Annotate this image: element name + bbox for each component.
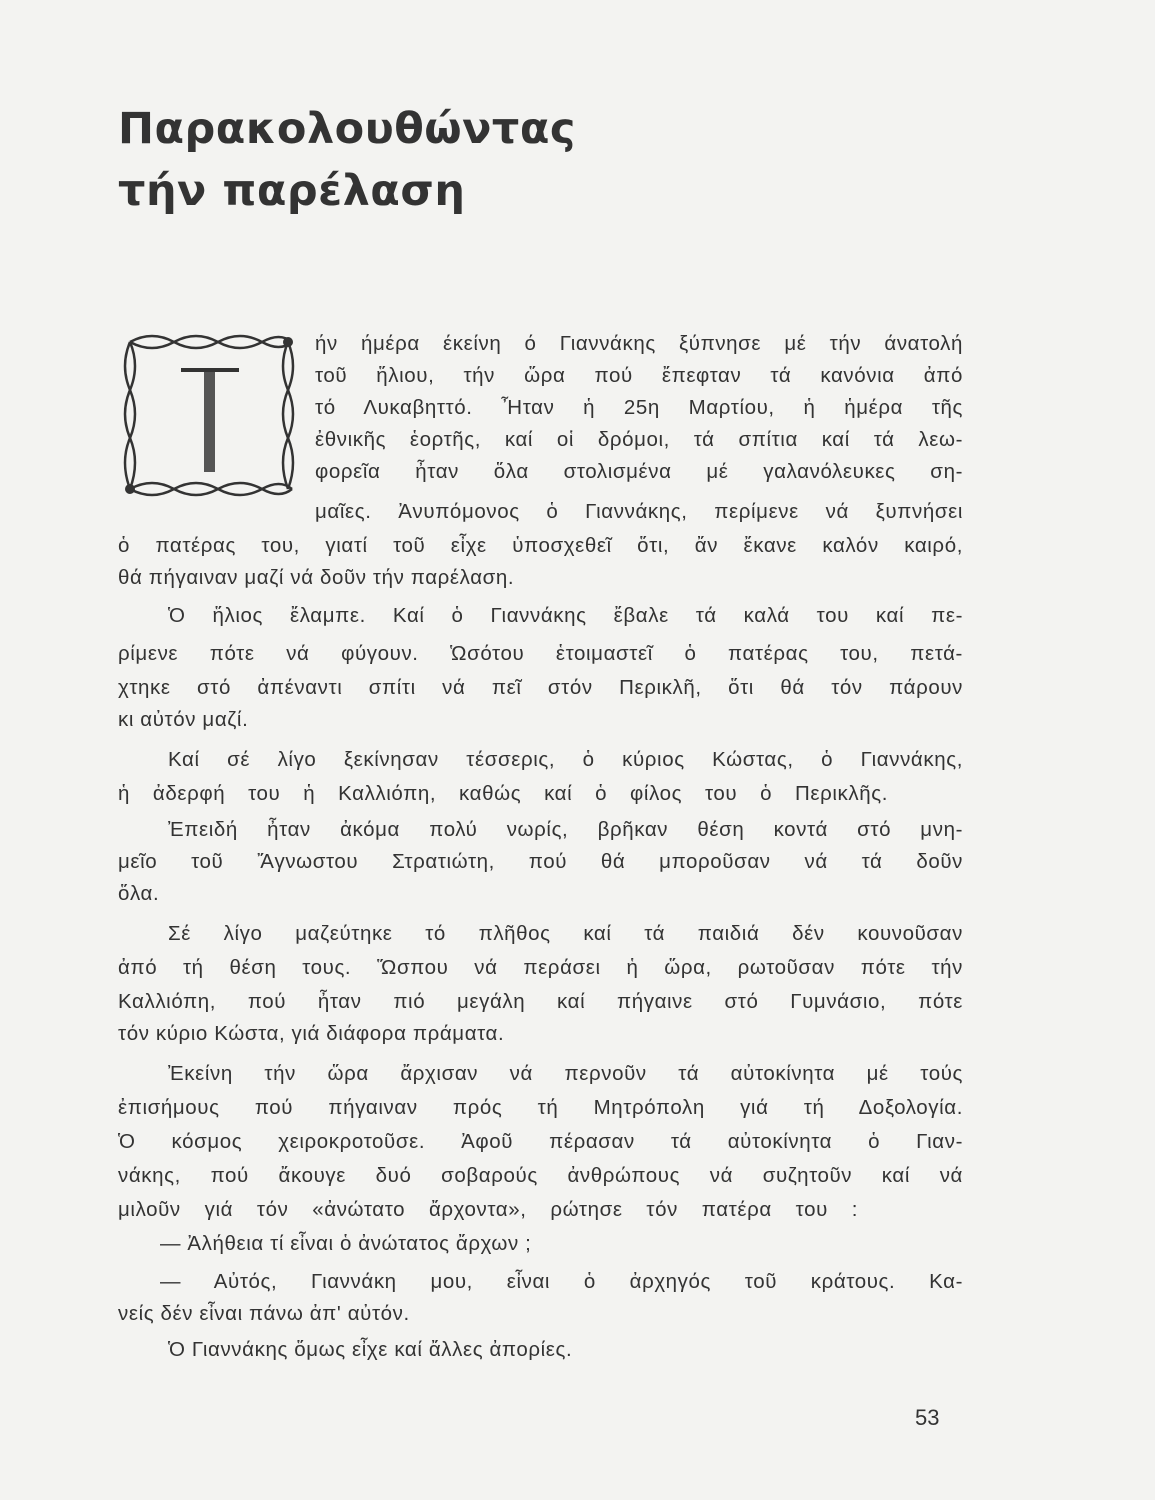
ornamental-frame-icon [116,328,301,503]
text-line: Ἐκείνη τήν ὥρα ἄρχισαν νά περνοῦν τά αὐτοκίνητα μέ τούς [168,1062,963,1085]
text-line: κι αὐτόν μαζί. [118,708,249,731]
text-line: ὁ πατέρας του, γιατί τοῦ εἶχε ὑποσχεθεῖ ὅτι, ἄν ἔκανε καλόν καιρό, [118,534,963,557]
text-line: χτηκε στό ἀπέναντι σπίτι νά πεῖ στόν Περικλῆ, ὅτι θά τόν πάρουν [118,676,963,699]
text-line: μιλοῦν γιά τόν «ἀνώτατο ἄρχοντα», ρώτησε τόν πατέρα του : [118,1198,858,1221]
text-line: — Ἀλήθεια τί εἶναι ὁ ἀνώτατος ἄρχων ; [160,1232,532,1255]
text-line: τό Λυκαβηττό. Ἦταν ἡ 25η Μαρτίου, ἡ ἡμέρα τῆς [315,396,963,419]
text-line: ἀπό τή θέση τους. Ὥσπου νά περάσει ἡ ὥρα, ρωτοῦσαν πότε τήν [118,956,963,979]
text-line: ὅλα. [118,882,160,905]
chapter-title-line-2: τήν παρέλαση [118,166,466,216]
text-line: τοῦ ἥλιου, τήν ὥρα πού ἔπεφταν τά κανόνια ἀπό [315,364,963,387]
text-line: Καί σέ λίγο ξεκίνησαν τέσσερις, ὁ κύριος Κώστας, ὁ Γιαννάκης, [168,748,963,771]
text-line: Σέ λίγο μαζεύτηκε τό πλῆθος καί τά παιδιά δέν κουνοῦσαν [168,922,963,945]
text-line: μεῖο τοῦ Ἄγνωστου Στρατιώτη, πού θά μποροῦσαν νά τά δοῦν [118,850,963,873]
text-line: Ὁ ἥλιος ἔλαμπε. Καί ὁ Γιαννάκης ἔβαλε τά καλά του καί πε- [168,604,963,627]
page-number: 53 [915,1405,940,1430]
text-line: ἐπισήμους πού πήγαιναν πρός τή Μητρόπολη γιά τή Δοξολογία. [118,1096,963,1119]
text-line: Καλλιόπη, πού ἦταν πιό μεγάλη καί πήγαινε στό Γυμνάσιο, πότε [118,990,963,1013]
chapter-title-line-1: Παρακολουθώντας [118,104,576,154]
text-line: νείς δέν εἶναι πάνω ἀπ' αὐτόν. [118,1302,410,1325]
text-line: Ὁ κόσμος χειροκροτοῦσε. Ἀφοῦ πέρασαν τά αὐτοκίνητα ὁ Γιαν- [118,1130,963,1153]
text-line: θά πήγαιναν μαζί νά δοῦν τήν παρέλαση. [118,566,515,589]
chapter-title [118,98,576,222]
text-line: ἐθνικῆς ἑορτῆς, καί οἱ δρόμοι, τά σπίτια καί τά λεω- [315,428,963,451]
text-line: τόν κύριο Κώστα, γιά διάφορα πράματα. [118,1022,505,1045]
text-line: νάκης, πού ἄκουγε δυό σοβαρούς ἀνθρώπους νά συζητοῦν καί νά [118,1164,963,1187]
text-line: φορεῖα ἦταν ὅλα στολισμένα μέ γαλανόλευκες ση- [315,460,963,483]
text-line: ρίμενε πότε νά φύγουν. Ὡσότου ἑτοιμαστεῖ ὁ πατέρας του, πετά- [118,642,963,665]
text-line: — Αὐτός, Γιαννάκη μου, εἶναι ὁ ἀρχηγός τοῦ κράτους. Κα- [160,1270,963,1293]
decorative-dropcap [116,328,301,503]
text-line: Ὁ Γιαννάκης ὅμως εἶχε καί ἄλλες ἀπορίες. [168,1338,573,1361]
dropcap-letter [116,328,117,329]
text-line: Ἐπειδή ἦταν ἀκόμα πολύ νωρίς, βρῆκαν θέση κοντά στό μνη- [168,818,963,841]
text-line: μαῖες. Ἀνυπόμονος ὁ Γιαννάκης, περίμενε νά ξυπνήσει [315,500,963,523]
text-line: ήν ήμέρα έκείνη ό Γιαννάκης ξύπνησε μέ τήν άνατολή [315,332,963,355]
text-line: ἡ ἀδερφή του ἡ Καλλιόπη, καθώς καί ὁ φίλος του ὁ Περικλῆς. [118,782,888,805]
